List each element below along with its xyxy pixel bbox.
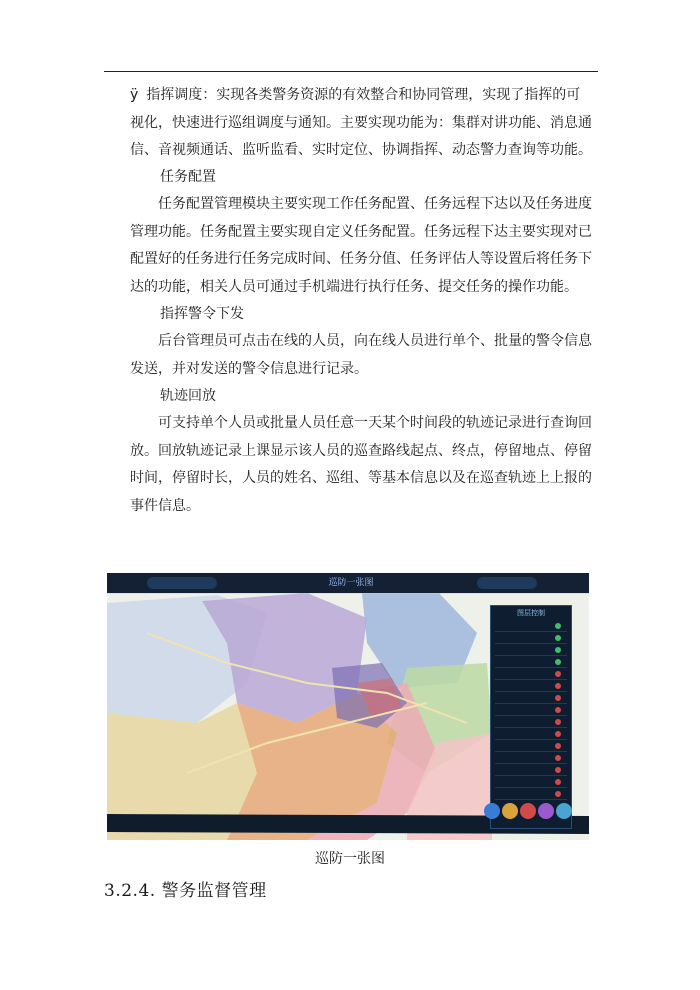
toggle-dot	[555, 719, 561, 725]
layer-control-panel	[490, 605, 572, 829]
toggle-dot	[555, 791, 561, 797]
layer-row[interactable]	[495, 742, 567, 752]
tool-icon-red[interactable]	[520, 803, 536, 819]
paragraph-task-config: 任务配置管理模块主要实现工作任务配置、任务远程下达以及任务进度管理功能。任务配置主要实现自定义任务配置。任务远程下达主要实现对已配置好的任务进行任务完成时间、任务分值、任务评估人等设置后将任务下达的功能，相关人员可通过手机端进行执行任务、提交任务的操作功能。	[130, 196, 592, 295]
layer-row[interactable]	[495, 646, 567, 656]
tool-icon-cyan[interactable]	[556, 803, 572, 819]
layer-row[interactable]	[495, 766, 567, 776]
layer-panel-title: 图层控制	[517, 609, 545, 617]
toggle-dot	[555, 767, 561, 773]
toggle-dot	[555, 635, 561, 641]
tool-icon-blue[interactable]	[484, 803, 500, 819]
map-left-button[interactable]	[147, 577, 217, 589]
toggle-dot	[555, 731, 561, 737]
figure-caption: 巡防一张图	[315, 851, 385, 867]
toggle-dot	[555, 647, 561, 653]
layer-row[interactable]	[495, 754, 567, 764]
layer-row[interactable]	[495, 778, 567, 788]
map-title: 巡防一张图	[328, 578, 374, 588]
toggle-dot	[555, 755, 561, 761]
heading-track-playback: 轨迹回放	[160, 388, 216, 404]
layer-row[interactable]	[495, 694, 567, 704]
map-tool-icons	[482, 799, 572, 823]
heading-task-config: 任务配置	[160, 169, 216, 185]
toggle-dot	[555, 743, 561, 749]
toggle-dot	[555, 695, 561, 701]
toggle-dot	[555, 659, 561, 665]
toggle-dot	[555, 623, 561, 629]
paragraph-dispatch-rest: 视化，快速进行巡组调度与通知。主要实现功能为：集群对讲功能、消息通信、音视频通话、监听监看、实时定位、协调指挥、动态警力查询等功能。	[130, 114, 592, 158]
toggle-dot	[555, 683, 561, 689]
layer-row[interactable]	[495, 670, 567, 680]
layer-row[interactable]	[495, 682, 567, 692]
toggle-dot	[555, 707, 561, 713]
paragraph-dispatch	[130, 82, 600, 165]
paragraph-dispatch-line1: 指挥调度：实现各类警务资源的有效整合和协同管理，实现了指挥的可	[146, 87, 581, 103]
layer-row[interactable]	[495, 718, 567, 728]
bullet-mark: ÿ	[130, 87, 139, 103]
toggle-dot	[555, 779, 561, 785]
tool-icon-purple[interactable]	[538, 803, 554, 819]
heading-command: 指挥警令下发	[160, 306, 244, 322]
section-heading: 3.2.4. 警务监督管理	[104, 881, 267, 901]
layer-row[interactable]	[495, 658, 567, 668]
layer-row[interactable]	[495, 706, 567, 716]
paragraph-track-playback: 可支持单个人员或批量人员任意一天某个时间段的轨迹记录进行查询回放。回放轨迹记录上课显示该人员的巡查路线起点、终点，停留地点、停留时间，停留时长，人员的姓名、巡组、等基本信息以及在巡查轨迹上上报的事件信息。	[130, 415, 592, 514]
map-right-button[interactable]	[477, 577, 537, 589]
layer-row[interactable]	[495, 622, 567, 632]
header-rule	[104, 71, 598, 72]
map-screenshot	[107, 573, 589, 840]
paragraph-command: 后台管理员可点击在线的人员，向在线人员进行单个、批量的警令信息发送，并对发送的警令信息进行记录。	[130, 333, 592, 377]
tool-icon-gold[interactable]	[502, 803, 518, 819]
layer-row[interactable]	[495, 634, 567, 644]
layer-row[interactable]	[495, 730, 567, 740]
toggle-dot	[555, 671, 561, 677]
